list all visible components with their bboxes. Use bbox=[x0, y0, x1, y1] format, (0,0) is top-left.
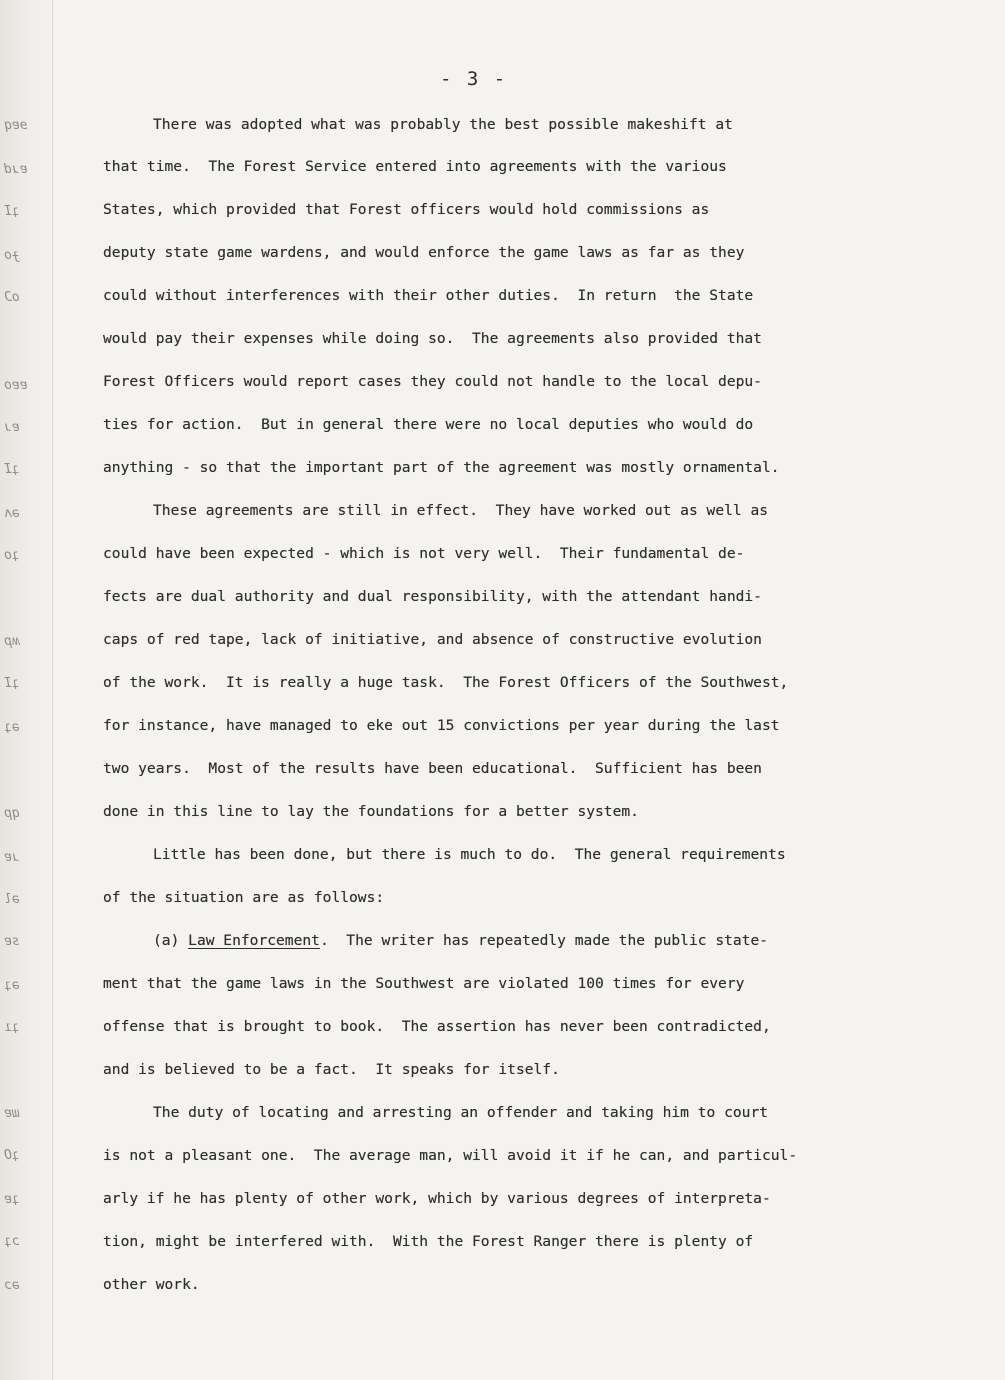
bleed-text: ǝʇ bbox=[4, 720, 20, 735]
bleed-text: ʇI bbox=[4, 462, 20, 477]
text-line: two years. Most of the results have been educational. Sufficient has been bbox=[103, 760, 762, 777]
text-line: fects are dual authority and dual responsibility, with the attendant handi- bbox=[103, 588, 762, 605]
text-line: Forest Officers would report cases they could not handle to the local depu- bbox=[103, 373, 762, 390]
text-line: There was adopted what was probably the best possible makeshift at bbox=[153, 116, 733, 133]
bleed-text: ɯɐ bbox=[4, 1106, 20, 1121]
text-line: could have been expected - which is not very well. Their fundamental de- bbox=[103, 545, 745, 562]
text-line: ties for action. But in general there were no local deputies who would do bbox=[103, 416, 754, 433]
bleed-text: ʇı bbox=[4, 1020, 20, 1035]
text-line: offense that is brought to book. The assertion has never been contradicted, bbox=[103, 1018, 771, 1035]
bleed-text: ǝʇ bbox=[4, 978, 20, 993]
text-line: deputy state game wardens, and would enforce the game laws as far as they bbox=[103, 244, 745, 261]
text-line: of the work. It is really a huge task. The Forest Officers of the Southwest, bbox=[103, 674, 789, 691]
text-line: is not a pleasant one. The average man, will avoid it if he can, and particul- bbox=[103, 1147, 798, 1164]
text-line: Little has been done, but there is much to do. The general requirements bbox=[153, 846, 786, 863]
bleed-text: ʇI bbox=[4, 676, 20, 691]
bleed-text: ɟo bbox=[4, 248, 20, 263]
bleed-text: oƆ bbox=[4, 290, 20, 305]
text-fragment: . The writer has repeatedly made the public state- bbox=[319, 932, 769, 949]
text-line: for instance, have managed to eke out 15 convictions per year during the last bbox=[103, 717, 780, 734]
bleed-text: ǝɔ bbox=[4, 1278, 20, 1293]
bleed-text: ɐɹd bbox=[4, 162, 28, 177]
text-line: The duty of locating and arresting an offender and taking him to court bbox=[153, 1104, 769, 1121]
text-line: and is believed to be a fact. It speaks for itself. bbox=[103, 1061, 560, 1078]
left-margin-bleed-through bbox=[0, 0, 53, 1380]
text-line: ment that the game laws in the Southwest are violated 100 times for every bbox=[103, 975, 745, 992]
text-line: other work. bbox=[103, 1276, 200, 1293]
text-line: would pay their expenses while doing so. The agreements also provided that bbox=[103, 330, 762, 347]
text-line: that time. The Forest Service entered into agreements with the various bbox=[103, 158, 727, 175]
bleed-text: qp bbox=[4, 806, 20, 821]
text-line: done in this line to lay the foundations for a better system. bbox=[103, 803, 639, 820]
bleed-text: ʍp bbox=[4, 634, 20, 649]
bleed-text: ɔʇ bbox=[4, 1234, 20, 1249]
bleed-text: ɘɐq bbox=[4, 118, 28, 133]
text-line: anything - so that the important part of the agreement was mostly ornamental. bbox=[103, 459, 780, 476]
bleed-text: ʇI bbox=[4, 204, 20, 219]
bleed-text: əʌ bbox=[4, 506, 20, 521]
page-number: - 3 - bbox=[440, 68, 508, 90]
bleed-text: ʇO bbox=[4, 1148, 20, 1163]
law-enforcement-heading-line bbox=[153, 932, 768, 949]
text-line: caps of red tape, lack of initiative, and absence of constructive evolution bbox=[103, 631, 762, 648]
text-line: States, which provided that Forest officers would hold commissions as bbox=[103, 201, 710, 218]
bleed-text: ʇo bbox=[4, 548, 20, 563]
bleed-text: ǝl bbox=[4, 892, 20, 907]
text-line: could without interferences with their other duties. In return the State bbox=[103, 287, 754, 304]
bleed-text: ɹɐ bbox=[4, 850, 20, 865]
section-heading: Law Enforcement bbox=[188, 932, 320, 949]
bleed-text: ʇɐ bbox=[4, 1192, 20, 1207]
bleed-text: ɐɐo bbox=[4, 378, 28, 393]
bleed-text: sɐ bbox=[4, 934, 20, 949]
text-line: of the situation are as follows: bbox=[103, 889, 385, 906]
text-line: tion, might be interfered with. With the Forest Ranger there is plenty of bbox=[103, 1233, 754, 1250]
text-line: arly if he has plenty of other work, which by various degrees of interpreta- bbox=[103, 1190, 771, 1207]
bleed-text: ɐɹ bbox=[4, 420, 20, 435]
item-marker: (a) bbox=[153, 932, 189, 949]
text-line: These agreements are still in effect. They have worked out as well as bbox=[153, 502, 769, 519]
